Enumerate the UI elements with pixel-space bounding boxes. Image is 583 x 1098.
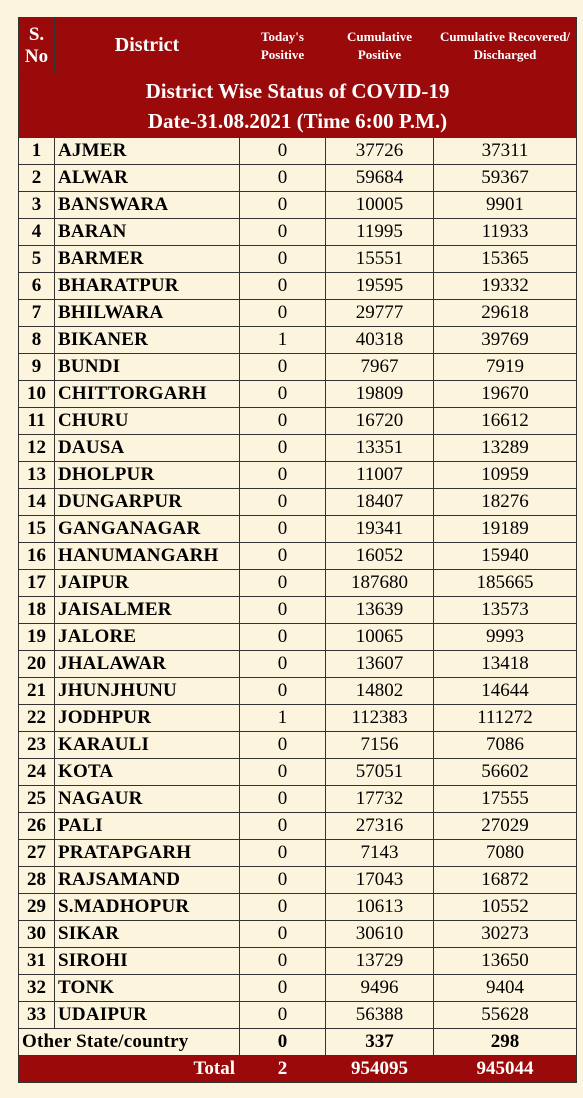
row-sno: 20: [19, 651, 55, 678]
row-district: HANUMANGARH: [55, 543, 240, 570]
header-sno: S. No: [19, 18, 55, 74]
row-cumulative-positive: 19809: [326, 381, 434, 408]
row-district: RAJSAMAND: [55, 867, 240, 894]
row-cumulative-recovered: 30273: [434, 921, 577, 948]
row-sno: 12: [19, 435, 55, 462]
row-cumulative-positive: 11995: [326, 219, 434, 246]
row-sno: 1: [19, 138, 55, 165]
row-cumulative-recovered: 18276: [434, 489, 577, 516]
row-cumulative-recovered: 14644: [434, 678, 577, 705]
row-today-positive: 0: [240, 840, 326, 867]
table-row: [19, 327, 577, 354]
row-district: UDAIPUR: [55, 1002, 240, 1029]
district-rows: [19, 138, 577, 1029]
row-cumulative-recovered: 13573: [434, 597, 577, 624]
row-sno: 14: [19, 489, 55, 516]
row-district: NAGAUR: [55, 786, 240, 813]
row-district: S.MADHOPUR: [55, 894, 240, 921]
row-cumulative-positive: 11007: [326, 462, 434, 489]
row-cumulative-positive: 40318: [326, 327, 434, 354]
table-row: [19, 543, 577, 570]
table-row: [19, 813, 577, 840]
row-today-positive: 0: [240, 894, 326, 921]
table-row: [19, 165, 577, 192]
row-today-positive: 0: [240, 138, 326, 165]
row-cumulative-positive: 7156: [326, 732, 434, 759]
other-recovered: 298: [434, 1029, 577, 1056]
row-sno: 5: [19, 246, 55, 273]
total-row: [19, 1056, 577, 1083]
row-cumulative-positive: 14802: [326, 678, 434, 705]
total-label: Total: [19, 1056, 240, 1083]
title-line-1: District Wise Status of COVID-19: [145, 79, 450, 103]
row-cumulative-positive: 19341: [326, 516, 434, 543]
table-row: [19, 786, 577, 813]
row-district: GANGANAGAR: [55, 516, 240, 543]
row-district: AJMER: [55, 138, 240, 165]
row-cumulative-recovered: 9404: [434, 975, 577, 1002]
row-sno: 22: [19, 705, 55, 732]
row-cumulative-positive: 13729: [326, 948, 434, 975]
row-district: SIKAR: [55, 921, 240, 948]
row-cumulative-positive: 19595: [326, 273, 434, 300]
row-district: PRATAPGARH: [55, 840, 240, 867]
row-sno: 3: [19, 192, 55, 219]
row-cumulative-recovered: 13418: [434, 651, 577, 678]
row-today-positive: 0: [240, 165, 326, 192]
row-cumulative-recovered: 16872: [434, 867, 577, 894]
row-today-positive: 0: [240, 570, 326, 597]
row-sno: 26: [19, 813, 55, 840]
row-cumulative-positive: 57051: [326, 759, 434, 786]
table-row: [19, 705, 577, 732]
table-row: [19, 759, 577, 786]
row-today-positive: 0: [240, 462, 326, 489]
row-cumulative-recovered: 37311: [434, 138, 577, 165]
row-today-positive: 0: [240, 1002, 326, 1029]
row-sno: 7: [19, 300, 55, 327]
row-today-positive: 0: [240, 597, 326, 624]
row-cumulative-positive: 187680: [326, 570, 434, 597]
row-cumulative-positive: 17043: [326, 867, 434, 894]
row-cumulative-positive: 10613: [326, 894, 434, 921]
table-row: [19, 867, 577, 894]
table-row: [19, 516, 577, 543]
row-district: CHITTORGARH: [55, 381, 240, 408]
row-sno: 28: [19, 867, 55, 894]
row-sno: 16: [19, 543, 55, 570]
row-today-positive: 0: [240, 516, 326, 543]
row-sno: 4: [19, 219, 55, 246]
row-district: JODHPUR: [55, 705, 240, 732]
row-sno: 32: [19, 975, 55, 1002]
row-cumulative-positive: 16052: [326, 543, 434, 570]
row-today-positive: 0: [240, 948, 326, 975]
table-row: [19, 489, 577, 516]
row-sno: 29: [19, 894, 55, 921]
table-row: [19, 975, 577, 1002]
row-district: SIROHI: [55, 948, 240, 975]
table-row: [19, 408, 577, 435]
table-row: [19, 1002, 577, 1029]
row-district: PALI: [55, 813, 240, 840]
row-district: ALWAR: [55, 165, 240, 192]
row-district: BHARATPUR: [55, 273, 240, 300]
table-row: [19, 435, 577, 462]
table-row: [19, 381, 577, 408]
row-cumulative-recovered: 15365: [434, 246, 577, 273]
title-row: [19, 74, 577, 138]
row-sno: 24: [19, 759, 55, 786]
row-sno: 9: [19, 354, 55, 381]
row-cumulative-recovered: 17555: [434, 786, 577, 813]
row-cumulative-recovered: 19189: [434, 516, 577, 543]
row-district: CHURU: [55, 408, 240, 435]
other-today: 0: [240, 1029, 326, 1056]
other-state-row: [19, 1029, 577, 1056]
table-row: [19, 462, 577, 489]
row-today-positive: 0: [240, 786, 326, 813]
table-row: [19, 273, 577, 300]
row-sno: 15: [19, 516, 55, 543]
row-sno: 17: [19, 570, 55, 597]
row-sno: 2: [19, 165, 55, 192]
row-today-positive: 0: [240, 489, 326, 516]
row-cumulative-positive: 37726: [326, 138, 434, 165]
row-sno: 13: [19, 462, 55, 489]
row-cumulative-recovered: 7080: [434, 840, 577, 867]
row-district: JALORE: [55, 624, 240, 651]
row-cumulative-positive: 7967: [326, 354, 434, 381]
table-row: [19, 732, 577, 759]
row-today-positive: 0: [240, 813, 326, 840]
total-recovered: 945044: [434, 1056, 577, 1083]
row-cumulative-recovered: 55628: [434, 1002, 577, 1029]
row-today-positive: 0: [240, 651, 326, 678]
row-cumulative-positive: 27316: [326, 813, 434, 840]
row-sno: 11: [19, 408, 55, 435]
title-line-2: Date-31.08.2021 (Time 6:00 P.M.): [147, 109, 448, 133]
row-district: JHUNJHUNU: [55, 678, 240, 705]
row-cumulative-recovered: 13289: [434, 435, 577, 462]
table-row: [19, 219, 577, 246]
row-cumulative-recovered: 7086: [434, 732, 577, 759]
table-row: [19, 597, 577, 624]
row-cumulative-recovered: 19332: [434, 273, 577, 300]
row-cumulative-recovered: 185665: [434, 570, 577, 597]
row-cumulative-recovered: 9901: [434, 192, 577, 219]
row-today-positive: 0: [240, 867, 326, 894]
table-row: [19, 894, 577, 921]
other-state-label: Other State/country: [19, 1029, 240, 1056]
row-sno: 19: [19, 624, 55, 651]
table-row: [19, 570, 577, 597]
header-todays-positive: Today's Positive: [240, 18, 326, 74]
row-cumulative-recovered: 13650: [434, 948, 577, 975]
table-row: [19, 192, 577, 219]
row-today-positive: 0: [240, 435, 326, 462]
row-cumulative-recovered: 10959: [434, 462, 577, 489]
row-sno: 23: [19, 732, 55, 759]
row-today-positive: 0: [240, 759, 326, 786]
row-sno: 18: [19, 597, 55, 624]
header-row: [19, 18, 577, 74]
row-today-positive: 0: [240, 732, 326, 759]
row-cumulative-recovered: 29618: [434, 300, 577, 327]
row-today-positive: 0: [240, 975, 326, 1002]
row-cumulative-recovered: 39769: [434, 327, 577, 354]
row-today-positive: 0: [240, 921, 326, 948]
row-sno: 31: [19, 948, 55, 975]
row-sno: 25: [19, 786, 55, 813]
header-cumulative-recovered: Cumulative Recovered/ Discharged: [434, 18, 577, 74]
row-district: JHALAWAR: [55, 651, 240, 678]
row-district: KOTA: [55, 759, 240, 786]
row-cumulative-positive: 15551: [326, 246, 434, 273]
total-today: 2: [240, 1056, 326, 1083]
row-cumulative-positive: 112383: [326, 705, 434, 732]
row-sno: 21: [19, 678, 55, 705]
row-cumulative-positive: 56388: [326, 1002, 434, 1029]
row-today-positive: 0: [240, 678, 326, 705]
row-district: DAUSA: [55, 435, 240, 462]
table-row: [19, 678, 577, 705]
row-district: BIKANER: [55, 327, 240, 354]
row-sno: 30: [19, 921, 55, 948]
status-report: [18, 17, 576, 1083]
row-district: BUNDI: [55, 354, 240, 381]
header-district: District: [55, 18, 240, 74]
row-cumulative-positive: 30610: [326, 921, 434, 948]
row-cumulative-recovered: 16612: [434, 408, 577, 435]
row-sno: 27: [19, 840, 55, 867]
row-cumulative-positive: 10065: [326, 624, 434, 651]
row-cumulative-positive: 59684: [326, 165, 434, 192]
row-district: TONK: [55, 975, 240, 1002]
row-sno: 10: [19, 381, 55, 408]
row-cumulative-recovered: 10552: [434, 894, 577, 921]
row-cumulative-recovered: 11933: [434, 219, 577, 246]
row-district: DUNGARPUR: [55, 489, 240, 516]
row-cumulative-recovered: 19670: [434, 381, 577, 408]
row-district: BANSWARA: [55, 192, 240, 219]
other-positive: 337: [326, 1029, 434, 1056]
row-cumulative-recovered: 9993: [434, 624, 577, 651]
row-today-positive: 1: [240, 327, 326, 354]
row-cumulative-positive: 10005: [326, 192, 434, 219]
row-cumulative-recovered: 111272: [434, 705, 577, 732]
row-today-positive: 0: [240, 624, 326, 651]
row-today-positive: 1: [240, 705, 326, 732]
row-cumulative-recovered: 56602: [434, 759, 577, 786]
row-cumulative-positive: 13607: [326, 651, 434, 678]
row-today-positive: 0: [240, 300, 326, 327]
row-cumulative-recovered: 15940: [434, 543, 577, 570]
row-district: BARAN: [55, 219, 240, 246]
row-cumulative-positive: 16720: [326, 408, 434, 435]
row-today-positive: 0: [240, 246, 326, 273]
row-today-positive: 0: [240, 381, 326, 408]
row-district: BHILWARA: [55, 300, 240, 327]
row-cumulative-positive: 7143: [326, 840, 434, 867]
row-cumulative-recovered: 59367: [434, 165, 577, 192]
header-cumulative-positive: Cumulative Positive: [326, 18, 434, 74]
row-cumulative-recovered: 7919: [434, 354, 577, 381]
row-district: JAIPUR: [55, 570, 240, 597]
row-today-positive: 0: [240, 354, 326, 381]
row-cumulative-positive: 18407: [326, 489, 434, 516]
row-sno: 8: [19, 327, 55, 354]
row-today-positive: 0: [240, 408, 326, 435]
row-sno: 33: [19, 1002, 55, 1029]
table-row: [19, 840, 577, 867]
row-district: KARAULI: [55, 732, 240, 759]
row-district: BARMER: [55, 246, 240, 273]
row-cumulative-positive: 17732: [326, 786, 434, 813]
table-row: [19, 651, 577, 678]
covid-status-table: [18, 17, 577, 1083]
row-district: JAISALMER: [55, 597, 240, 624]
report-title: [19, 74, 577, 138]
table-row: [19, 948, 577, 975]
total-positive: 954095: [326, 1056, 434, 1083]
table-row: [19, 921, 577, 948]
row-today-positive: 0: [240, 543, 326, 570]
row-cumulative-recovered: 27029: [434, 813, 577, 840]
row-sno: 6: [19, 273, 55, 300]
table-row: [19, 300, 577, 327]
row-cumulative-positive: 9496: [326, 975, 434, 1002]
row-cumulative-positive: 13639: [326, 597, 434, 624]
table-row: [19, 138, 577, 165]
row-district: DHOLPUR: [55, 462, 240, 489]
table-row: [19, 624, 577, 651]
row-today-positive: 0: [240, 219, 326, 246]
table-row: [19, 246, 577, 273]
table-row: [19, 354, 577, 381]
row-cumulative-positive: 13351: [326, 435, 434, 462]
row-today-positive: 0: [240, 273, 326, 300]
row-cumulative-positive: 29777: [326, 300, 434, 327]
row-today-positive: 0: [240, 192, 326, 219]
